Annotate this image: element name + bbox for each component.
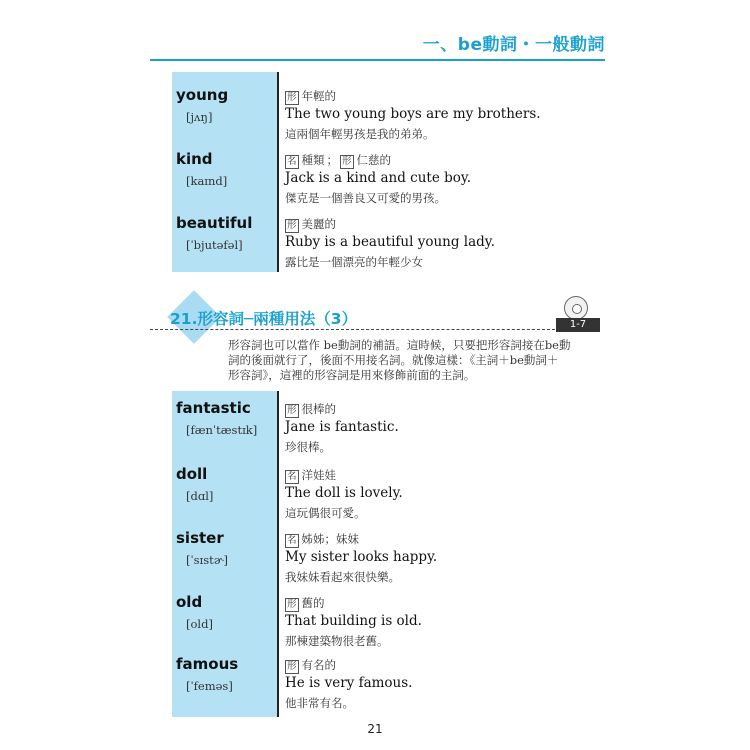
pos-tag: 名 <box>287 535 297 546</box>
intro-paragraph <box>228 338 606 383</box>
header-rule <box>150 59 605 61</box>
example-english: Jane is fantastic. <box>285 419 399 435</box>
column-divider <box>277 391 279 717</box>
example-chinese: 他非常有名。 <box>285 696 354 710</box>
vocab-phonetic: [fænˈtæstɪk] <box>186 423 258 437</box>
pos-meaning: 舊的 <box>301 596 325 610</box>
example-chinese: 這兩個年輕男孩是我的弟弟。 <box>285 127 435 141</box>
pos-tag: 名 <box>287 471 297 482</box>
example-chinese: 那棟建築物很老舊。 <box>285 634 389 648</box>
vocab-table-bottom <box>172 391 612 717</box>
vocab-pos-line <box>285 401 336 418</box>
example-chinese: 我妹妹看起來很快樂。 <box>285 570 400 584</box>
pos-meaning: 仁慈的 <box>356 153 392 167</box>
intro-line: 詞的後面就行了，後面不用接名詞。就像這樣：《主詞＋be動詞＋ <box>228 353 559 367</box>
vocab-table-top <box>172 72 612 272</box>
intro-line: 形容詞也可以當作 be動詞的補語。這時候，只要把形容詞接在be動 <box>228 338 571 352</box>
pos-tag: 名 <box>287 156 297 167</box>
example-chinese: 露比是一個漂亮的年輕少女 <box>285 255 423 269</box>
intro-line: 形容詞》，這裡的形容詞是用來修飾前面的主詞。 <box>228 368 476 382</box>
vocab-pos-line <box>285 152 391 169</box>
vocab-phonetic: [kaɪnd] <box>186 174 228 188</box>
pos-meaning: 年輕的 <box>301 89 337 103</box>
vocab-pos-line <box>285 216 336 233</box>
chapter-title: 一、be動詞・一般動詞 <box>422 35 605 55</box>
example-chinese: 傑克是一個善良又可愛的男孩。 <box>285 191 446 205</box>
example-english: He is very famous. <box>285 675 413 691</box>
section-title: 21.形容詞─兩種用法（3） <box>170 310 358 328</box>
vocab-phonetic: [jʌŋ] <box>186 110 213 124</box>
pos-tag: 形 <box>287 405 297 416</box>
section-dashed-rule <box>150 329 555 330</box>
vocab-pos-line <box>285 657 336 674</box>
pos-tag: 形 <box>287 92 297 103</box>
vocab-word: kind <box>176 150 213 168</box>
cd-icon <box>564 296 588 320</box>
vocab-word: sister <box>176 529 224 547</box>
vocab-word: beautiful <box>176 214 253 232</box>
pos-meaning: 姊姊；妹妹 <box>301 532 360 546</box>
vocab-pos-line <box>285 595 325 612</box>
vocab-word: famous <box>176 655 239 673</box>
example-english: The doll is lovely. <box>285 485 403 501</box>
vocab-word: old <box>176 593 203 611</box>
pos-tag: 形 <box>287 661 297 672</box>
example-chinese: 這玩偶很可愛。 <box>285 506 366 520</box>
example-english: The two young boys are my brothers. <box>285 106 541 122</box>
track-label: 1-7 <box>556 318 600 332</box>
pos-meaning: 很棒的 <box>301 402 337 416</box>
example-english: My sister looks happy. <box>285 549 438 565</box>
vocab-pos-line <box>285 531 359 548</box>
pos-tag: 形 <box>287 599 297 610</box>
pos-meaning: 美麗的 <box>301 217 337 231</box>
pos-separator: ； <box>326 153 339 167</box>
column-divider <box>277 72 279 272</box>
vocab-word: young <box>176 86 229 104</box>
pos-tag: 形 <box>342 156 352 167</box>
vocab-pos-line <box>285 88 336 105</box>
vocab-phonetic: [ˈbjutəfəl] <box>186 238 243 252</box>
pos-meaning: 種類 <box>301 153 325 167</box>
pos-meaning: 有名的 <box>301 658 337 672</box>
vocab-word: fantastic <box>176 399 251 417</box>
example-chinese: 珍很棒。 <box>285 440 331 454</box>
vocab-word: doll <box>176 465 208 483</box>
vocab-phonetic: [old] <box>186 617 213 631</box>
pos-meaning: 洋娃娃 <box>301 468 337 482</box>
example-english: That building is old. <box>285 613 422 629</box>
example-english: Jack is a kind and cute boy. <box>285 170 472 186</box>
vocab-phonetic: [ˈsɪstɚ] <box>186 553 228 567</box>
example-english: Ruby is a beautiful young lady. <box>285 234 495 250</box>
vocab-phonetic: [dɑl] <box>186 489 214 503</box>
page-number: 21 <box>367 722 383 736</box>
pos-tag: 形 <box>287 220 297 231</box>
vocab-pos-line <box>285 467 336 484</box>
vocab-phonetic: [ˈfeməs] <box>186 679 233 693</box>
